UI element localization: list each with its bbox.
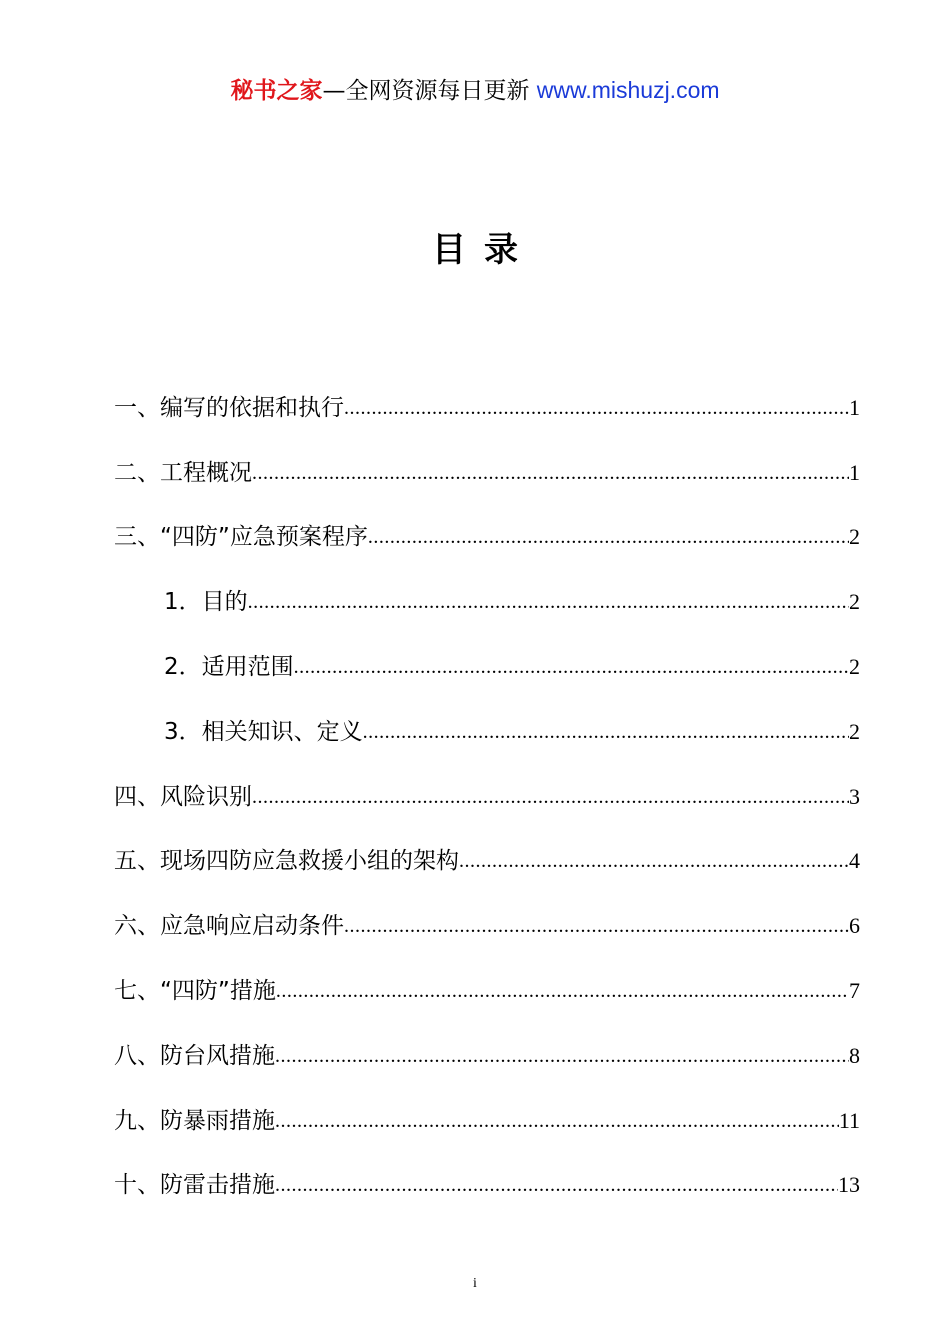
toc-dot-leader: [363, 717, 849, 747]
toc-entry-page: 8: [849, 1042, 860, 1068]
toc-entry-page: 1: [849, 394, 860, 420]
toc-entry[interactable]: [114, 1079, 860, 1144]
page-number-footer: i: [473, 1276, 477, 1291]
toc-entry-page: 2: [849, 653, 860, 679]
toc-entry[interactable]: [114, 560, 860, 625]
toc-entry-page: 2: [849, 718, 860, 744]
toc-entry-label: 三、“四防”应急预案程序: [114, 524, 368, 551]
toc-dot-leader: [252, 458, 849, 488]
header-url-link[interactable]: www.mishuzj.com: [536, 77, 720, 103]
table-of-contents: [114, 366, 860, 1208]
toc-entry-page: 6: [849, 913, 860, 939]
toc-entry-label: 四、风险识别: [114, 783, 252, 810]
toc-entry-label: 七、“四防”措施: [114, 977, 276, 1004]
site-header: [0, 74, 950, 107]
header-dash: —: [322, 78, 346, 104]
toc-entry[interactable]: [114, 690, 860, 755]
toc-entry-page: 7: [849, 977, 860, 1003]
toc-dot-leader: [276, 976, 849, 1006]
toc-entry-label: 六、应急响应启动条件: [114, 913, 344, 940]
toc-dot-leader: [344, 393, 849, 423]
toc-entry[interactable]: [114, 366, 860, 431]
toc-entry-label: 3．相关知识、定义: [164, 718, 363, 745]
toc-entry-label: 十、防雷击措施: [114, 1172, 275, 1199]
toc-entry-label: 二、工程概况: [114, 459, 252, 486]
toc-entry-page: 4: [849, 848, 860, 874]
toc-entry[interactable]: [114, 1014, 860, 1079]
page-title: 目录: [432, 230, 536, 270]
toc-dot-leader: [459, 846, 849, 876]
toc-entry-label: 1．目的: [164, 589, 248, 616]
header-tagline: 全网资源每日更新: [345, 78, 537, 104]
brand-name: 秘书之家: [230, 78, 323, 104]
toc-entry[interactable]: [114, 431, 860, 496]
toc-entry-page: 2: [849, 589, 860, 615]
toc-entry[interactable]: [114, 820, 860, 885]
toc-dot-leader: [368, 522, 849, 552]
toc-entry-label: 八、防台风措施: [114, 1042, 275, 1069]
toc-dot-leader: [248, 587, 849, 617]
toc-dot-leader: [252, 782, 849, 812]
toc-dot-leader: [275, 1170, 838, 1200]
toc-entry[interactable]: [114, 625, 860, 690]
toc-entry-page: 2: [849, 524, 860, 550]
toc-entry[interactable]: [114, 884, 860, 949]
toc-dot-leader: [344, 911, 849, 941]
toc-entry-page: 11: [838, 1107, 860, 1133]
toc-entry-label: 2．适用范围: [164, 653, 294, 680]
toc-entry[interactable]: [114, 496, 860, 561]
toc-entry-page: 3: [849, 783, 860, 809]
toc-entry-label: 五、现场四防应急救援小组的架构: [114, 848, 459, 875]
toc-entry[interactable]: [114, 1144, 860, 1209]
toc-dot-leader: [275, 1106, 839, 1136]
toc-entry[interactable]: [114, 949, 860, 1014]
toc-dot-leader: [275, 1041, 849, 1071]
toc-entry[interactable]: [114, 755, 860, 820]
toc-dot-leader: [294, 652, 849, 682]
toc-entry-page: 1: [849, 459, 860, 485]
toc-entry-label: 九、防暴雨措施: [114, 1107, 275, 1134]
toc-entry-label: 一、编写的依据和执行: [114, 394, 344, 421]
toc-entry-page: 13: [838, 1172, 860, 1198]
